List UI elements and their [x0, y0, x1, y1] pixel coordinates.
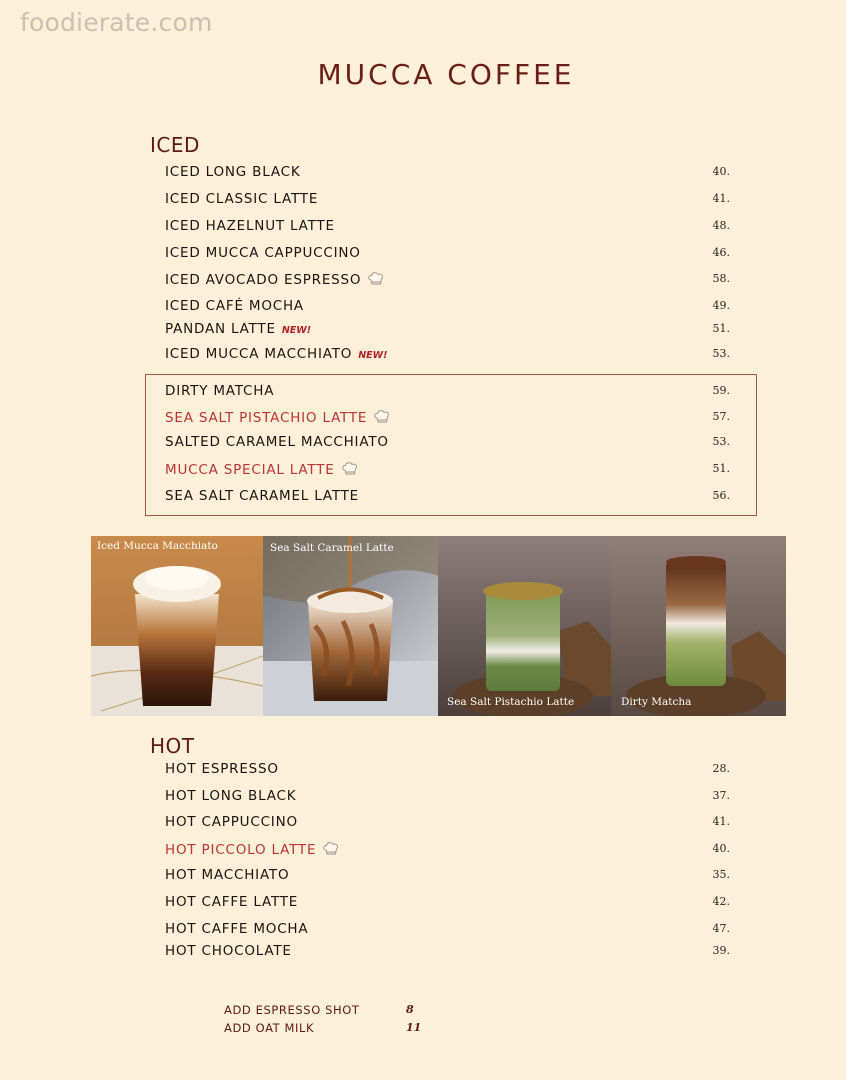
menu-item-price: 51. — [712, 322, 730, 335]
photo-sea-salt-caramel-latte — [263, 536, 438, 716]
photo-sea-salt-pistachio-latte — [438, 536, 611, 716]
menu-item-label: HOT CAFFE MOCHA — [165, 921, 309, 937]
menu-item-name — [165, 461, 359, 478]
photo-iced-mucca-macchiato — [91, 536, 263, 716]
menu-item — [165, 788, 730, 808]
menu-item-label: ICED HAZELNUT LATTE — [165, 218, 335, 234]
section-heading-hot: HOT — [150, 734, 195, 758]
menu-item-label: ICED CLASSIC LATTE — [165, 191, 319, 207]
menu-item-label: HOT CAFFE LATTE — [165, 894, 299, 910]
menu-item-label: MUCCA SPECIAL LATTE — [165, 462, 335, 478]
menu-item-label: ICED CAFÉ MOCHA — [165, 298, 304, 314]
menu-item-price: 28. — [712, 762, 730, 775]
menu-item-name — [165, 894, 298, 910]
menu-item-price: 53. — [712, 347, 730, 360]
menu-item-name — [165, 788, 296, 804]
menu-item-price: 49. — [712, 299, 730, 312]
photo-caption: Sea Salt Caramel Latte — [270, 542, 394, 554]
menu-item — [165, 761, 730, 781]
menu-item-label: HOT CHOCOLATE — [165, 943, 292, 959]
menu-item-name — [165, 191, 318, 207]
new-badge: NEW! — [358, 350, 388, 361]
menu-item — [165, 434, 730, 454]
menu-item — [165, 383, 730, 403]
menu-item — [165, 164, 730, 184]
menu-item-label: HOT PICCOLO LATTE — [165, 842, 317, 858]
menu-item — [165, 271, 730, 291]
menu-item — [165, 245, 730, 265]
menu-item-label: ICED LONG BLACK — [165, 164, 301, 180]
new-badge: NEW! — [281, 325, 312, 336]
menu-item-label: HOT MACCHIATO — [165, 867, 290, 883]
menu-item-price: 40. — [712, 165, 730, 178]
menu-item — [165, 346, 730, 366]
menu-item-name — [165, 409, 391, 426]
extra-espresso-shot-price: 8 — [406, 1003, 414, 1016]
menu-item — [165, 321, 730, 341]
menu-item-price: 41. — [712, 815, 730, 828]
menu-item-name — [165, 943, 292, 959]
menu-item-price: 39. — [712, 944, 730, 957]
menu-item-price: 56. — [712, 489, 730, 502]
menu-item — [165, 921, 730, 941]
extra-espresso-shot: ADD ESPRESSO SHOT — [224, 1003, 360, 1017]
menu-item-price: 59. — [712, 384, 730, 397]
menu-item-price: 58. — [712, 272, 730, 285]
menu-item-name — [165, 841, 340, 858]
menu-title: MUCCA COFFEE — [317, 58, 575, 91]
photo-caption: Sea Salt Pistachio Latte — [447, 696, 575, 708]
menu-item-label: SEA SALT CARAMEL LATTE — [165, 488, 360, 504]
menu-item — [165, 867, 730, 887]
extra-oat-milk-price: 11 — [406, 1021, 422, 1034]
menu-item-price: 42. — [712, 895, 730, 908]
menu-item — [165, 461, 730, 481]
menu-item-label: SALTED CARAMEL MACCHIATO — [165, 434, 389, 450]
menu-item-price: 40. — [712, 842, 730, 855]
menu-item-name — [165, 814, 298, 830]
menu-item-name — [165, 298, 304, 314]
menu-item-label: PANDAN LATTE — [165, 321, 276, 337]
chef-hat-icon — [367, 271, 385, 286]
menu-item-price: 46. — [712, 246, 730, 259]
menu-item-name — [165, 164, 301, 180]
menu-item-name — [165, 321, 311, 337]
menu-item-name — [165, 488, 359, 504]
photo-dirty-matcha — [611, 536, 786, 716]
chef-hat-icon — [341, 461, 359, 476]
menu-item — [165, 409, 730, 429]
menu-item — [165, 894, 730, 914]
menu-item-name — [165, 383, 274, 399]
photo-strip — [91, 536, 786, 716]
menu-item-label: ICED MUCCA MACCHIATO — [165, 346, 353, 362]
menu-item — [165, 488, 730, 508]
chef-hat-icon — [373, 409, 391, 424]
menu-item-label: HOT CAPPUCCINO — [165, 814, 298, 830]
menu-item — [165, 191, 730, 211]
menu-item-name — [165, 218, 335, 234]
section-heading-iced: ICED — [150, 133, 200, 157]
menu-item — [165, 814, 730, 834]
menu-item-price: 47. — [712, 922, 730, 935]
chef-hat-icon — [322, 841, 340, 856]
menu-item — [165, 943, 730, 963]
menu-item-price: 51. — [712, 462, 730, 475]
menu-item-label: ICED AVOCADO ESPRESSO — [165, 272, 362, 288]
menu-item-label: HOT LONG BLACK — [165, 788, 297, 804]
extra-oat-milk: ADD OAT MILK — [224, 1021, 315, 1035]
menu-item — [165, 218, 730, 238]
menu-item-name — [165, 761, 279, 777]
photo-caption: Dirty Matcha — [621, 696, 692, 708]
menu-item-price: 48. — [712, 219, 730, 232]
menu-item-name — [165, 245, 361, 261]
menu-item-name — [165, 271, 385, 288]
photo-caption: Iced Mucca Macchiato — [97, 540, 218, 552]
menu-item-name — [165, 921, 308, 937]
menu-item — [165, 298, 730, 318]
menu-item-price: 53. — [712, 435, 730, 448]
menu-item-name — [165, 434, 389, 450]
menu-item-label: ICED MUCCA CAPPUCCINO — [165, 245, 361, 261]
menu-item-price: 35. — [712, 868, 730, 881]
menu-item-name — [165, 346, 388, 362]
menu-item-label: HOT ESPRESSO — [165, 761, 279, 777]
menu-item-label: SEA SALT PISTACHIO LATTE — [165, 410, 368, 426]
menu-item — [165, 841, 730, 861]
menu-item-price: 37. — [712, 789, 730, 802]
menu-item-price: 57. — [712, 410, 730, 423]
menu-item-label: DIRTY MATCHA — [165, 383, 275, 399]
menu-item-price: 41. — [712, 192, 730, 205]
menu-item-name — [165, 867, 289, 883]
watermark: foodierate.com — [20, 8, 213, 37]
